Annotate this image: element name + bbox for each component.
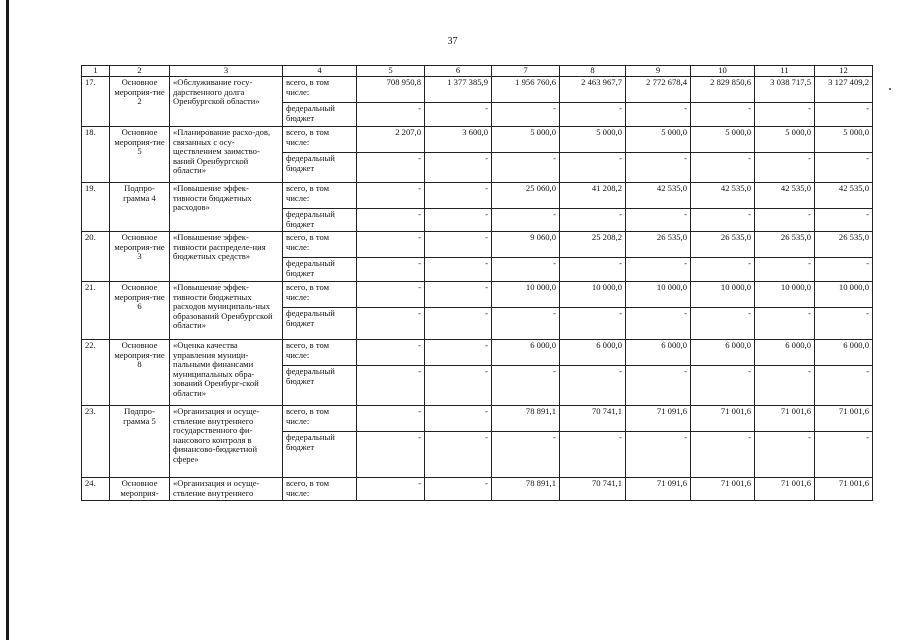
column-header: 12 [815,66,873,77]
federal-value-cell: - [425,258,492,282]
total-value-cell: 5 000,0 [560,127,626,153]
federal-value-cell: - [357,153,425,183]
total-value-cell: 10 000,0 [626,282,691,308]
federal-value-cell: - [357,209,425,232]
activity-type-cell: Основное мероприя- [110,478,170,501]
total-label-cell: всего, в том числе: [283,478,357,501]
activity-type-cell: Основное мероприя-тие 3 [110,232,170,282]
total-value-cell: 5 000,0 [691,127,755,153]
federal-value-cell: - [425,366,492,406]
total-value-cell: 1 956 760,6 [492,77,560,103]
total-value-cell: - [357,232,425,258]
federal-value-cell: - [357,366,425,406]
total-value-cell: 6 000,0 [815,340,873,366]
federal-value-cell: - [815,308,873,340]
total-value-cell: - [425,340,492,366]
total-label-cell: всего, в том числе: [283,232,357,258]
federal-label-cell: федеральный бюджет [283,308,357,340]
total-value-cell: 6 000,0 [691,340,755,366]
federal-value-cell: - [560,103,626,127]
federal-value-cell: - [815,153,873,183]
total-value-cell: 10 000,0 [815,282,873,308]
federal-value-cell: - [492,209,560,232]
total-value-cell: - [425,406,492,432]
total-value-cell: 6 000,0 [755,340,815,366]
row-number-cell: 17. [82,77,110,127]
total-value-cell: 41 208,2 [560,183,626,209]
table-row [82,406,873,432]
activity-type-cell: Основное мероприя-тие 5 [110,127,170,183]
total-value-cell: 3 127 409,2 [815,77,873,103]
federal-value-cell: - [492,366,560,406]
row-number-cell: 19. [82,183,110,232]
total-value-cell: 71 001,6 [755,478,815,501]
federal-value-cell: - [815,366,873,406]
total-value-cell: 25 208,2 [560,232,626,258]
federal-value-cell: - [755,258,815,282]
federal-value-cell: - [691,366,755,406]
activity-type-cell: Основное мероприя-тие 6 [110,282,170,340]
total-value-cell: 26 535,0 [626,232,691,258]
federal-value-cell: - [492,103,560,127]
total-value-cell: 6 000,0 [492,340,560,366]
total-value-cell: 5 000,0 [626,127,691,153]
federal-value-cell: - [357,432,425,478]
federal-label-cell: федеральный бюджет [283,209,357,232]
federal-value-cell: - [691,103,755,127]
total-value-cell: 5 000,0 [492,127,560,153]
total-value-cell: - [425,282,492,308]
federal-value-cell: - [691,209,755,232]
total-value-cell: - [357,282,425,308]
total-value-cell: 2 463 967,7 [560,77,626,103]
federal-value-cell: - [626,258,691,282]
total-value-cell: - [425,183,492,209]
budget-table [81,65,873,501]
total-value-cell: 3 038 717,5 [755,77,815,103]
activity-name-cell: «Организация и осуще-ствление внутреннего [170,478,283,501]
row-number-cell: 21. [82,282,110,340]
total-value-cell: 2 772 678,4 [626,77,691,103]
activity-type-cell: Подпро-грамма 5 [110,406,170,478]
federal-label-cell: федеральный бюджет [283,153,357,183]
total-value-cell: 42 535,0 [755,183,815,209]
federal-value-cell: - [425,432,492,478]
total-label-cell: всего, в том числе: [283,340,357,366]
federal-value-cell: - [815,258,873,282]
total-label-cell: всего, в том числе: [283,183,357,209]
row-number-cell: 20. [82,232,110,282]
federal-value-cell: - [626,153,691,183]
federal-value-cell: - [691,153,755,183]
federal-value-cell: - [691,258,755,282]
table-row [82,478,873,501]
federal-value-cell: - [357,258,425,282]
column-header: 3 [170,66,283,77]
federal-value-cell: - [691,432,755,478]
total-label-cell: всего, в том числе: [283,127,357,153]
federal-value-cell: - [560,258,626,282]
federal-value-cell: - [492,308,560,340]
federal-label-cell: федеральный бюджет [283,432,357,478]
total-label-cell: всего, в том числе: [283,77,357,103]
row-number-cell: 23. [82,406,110,478]
total-label-cell: всего, в том числе: [283,406,357,432]
total-value-cell: 25 060,0 [492,183,560,209]
federal-label-cell: федеральный бюджет [283,366,357,406]
column-header: 9 [626,66,691,77]
total-value-cell: - [357,478,425,501]
column-header: 11 [755,66,815,77]
federal-label-cell: федеральный бюджет [283,258,357,282]
row-number-cell: 18. [82,127,110,183]
federal-value-cell: - [755,432,815,478]
activity-type-cell: Основное мероприя-тие 2 [110,77,170,127]
column-header: 6 [425,66,492,77]
total-value-cell: 5 000,0 [815,127,873,153]
total-value-cell: 2 207,0 [357,127,425,153]
total-value-cell: 1 377 385,9 [425,77,492,103]
federal-value-cell: - [626,103,691,127]
federal-value-cell: - [357,103,425,127]
column-header: 8 [560,66,626,77]
total-value-cell: 10 000,0 [492,282,560,308]
header-row [82,66,873,77]
federal-value-cell: - [626,209,691,232]
column-header: 5 [357,66,425,77]
total-value-cell: 70 741,1 [560,478,626,501]
total-value-cell: 42 535,0 [626,183,691,209]
federal-value-cell: - [626,432,691,478]
total-value-cell: 78 891,1 [492,406,560,432]
total-value-cell: 10 000,0 [691,282,755,308]
total-value-cell: 42 535,0 [815,183,873,209]
federal-value-cell: - [425,153,492,183]
total-value-cell: 6 000,0 [626,340,691,366]
total-value-cell: 10 000,0 [560,282,626,308]
activity-name-cell: «Организация и осуще-ствление внутреннего государственного фи-нансового контроля в финансово-бюджетной сфере» [170,406,283,478]
column-header: 1 [82,66,110,77]
activity-name-cell: «Оценка качества управления муници-пальными финансами муниципальных обра-зований Оренбург-ской области» [170,340,283,406]
row-number-cell: 24. [82,478,110,501]
federal-value-cell: - [425,308,492,340]
federal-value-cell: - [691,308,755,340]
scan-speck [889,88,891,90]
federal-value-cell: - [560,366,626,406]
total-value-cell: 78 891,1 [492,478,560,501]
total-value-cell: 71 001,6 [815,406,873,432]
federal-value-cell: - [626,366,691,406]
total-value-cell: 71 091,6 [626,406,691,432]
activity-name-cell: «Повышение эффек-тивности распределе-ния бюджетных средств» [170,232,283,282]
federal-value-cell: - [755,153,815,183]
federal-value-cell: - [492,153,560,183]
row-number-cell: 22. [82,340,110,406]
federal-value-cell: - [492,432,560,478]
federal-value-cell: - [425,103,492,127]
activity-name-cell: «Повышение эффек-тивности бюджетных расходов» [170,183,283,232]
total-value-cell: 5 000,0 [755,127,815,153]
activity-name-cell: «Планирование расхо-дов, связанных с осу-ществлением заимство-ваний Оренбургской области» [170,127,283,183]
activity-name-cell: «Повышение эффек-тивности бюджетных расходов муниципаль-ных образований Оренбургской области» [170,282,283,340]
table-row [82,183,873,209]
federal-value-cell: - [755,366,815,406]
total-value-cell: 71 001,6 [815,478,873,501]
federal-value-cell: - [560,308,626,340]
total-value-cell: 71 001,6 [691,478,755,501]
column-header: 10 [691,66,755,77]
federal-value-cell: - [425,209,492,232]
total-value-cell: 9 060,0 [492,232,560,258]
federal-value-cell: - [815,103,873,127]
column-header: 7 [492,66,560,77]
table-row [82,77,873,103]
table-row [82,282,873,308]
federal-value-cell: - [492,258,560,282]
federal-value-cell: - [560,209,626,232]
total-value-cell: 2 829 850,6 [691,77,755,103]
total-value-cell: 71 001,6 [691,406,755,432]
federal-value-cell: - [815,209,873,232]
scan-edge-line [6,0,9,640]
total-value-cell: 26 535,0 [755,232,815,258]
table-row [82,340,873,366]
page-number: 37 [447,36,458,47]
column-header: 2 [110,66,170,77]
activity-type-cell: Основное мероприя-тие 8 [110,340,170,406]
total-value-cell: 71 001,6 [755,406,815,432]
total-value-cell: 26 535,0 [691,232,755,258]
table-row [82,127,873,153]
federal-value-cell: - [560,153,626,183]
federal-label-cell: федеральный бюджет [283,103,357,127]
federal-value-cell: - [755,209,815,232]
total-value-cell: - [357,406,425,432]
total-label-cell: всего, в том числе: [283,282,357,308]
total-value-cell: 3 600,0 [425,127,492,153]
federal-value-cell: - [755,308,815,340]
total-value-cell: 71 091,6 [626,478,691,501]
column-header: 4 [283,66,357,77]
total-value-cell: - [425,232,492,258]
activity-type-cell: Подпро-грамма 4 [110,183,170,232]
activity-name-cell: «Обслуживание госу-дарственного долга Оренбургской области» [170,77,283,127]
federal-value-cell: - [560,432,626,478]
total-value-cell: 6 000,0 [560,340,626,366]
total-value-cell: 708 950,8 [357,77,425,103]
total-value-cell: 10 000,0 [755,282,815,308]
total-value-cell: 26 535,0 [815,232,873,258]
table-row [82,232,873,258]
total-value-cell: - [425,478,492,501]
total-value-cell: - [357,340,425,366]
federal-value-cell: - [626,308,691,340]
total-value-cell: 42 535,0 [691,183,755,209]
federal-value-cell: - [755,103,815,127]
federal-value-cell: - [357,308,425,340]
total-value-cell: - [357,183,425,209]
federal-value-cell: - [815,432,873,478]
total-value-cell: 70 741,1 [560,406,626,432]
